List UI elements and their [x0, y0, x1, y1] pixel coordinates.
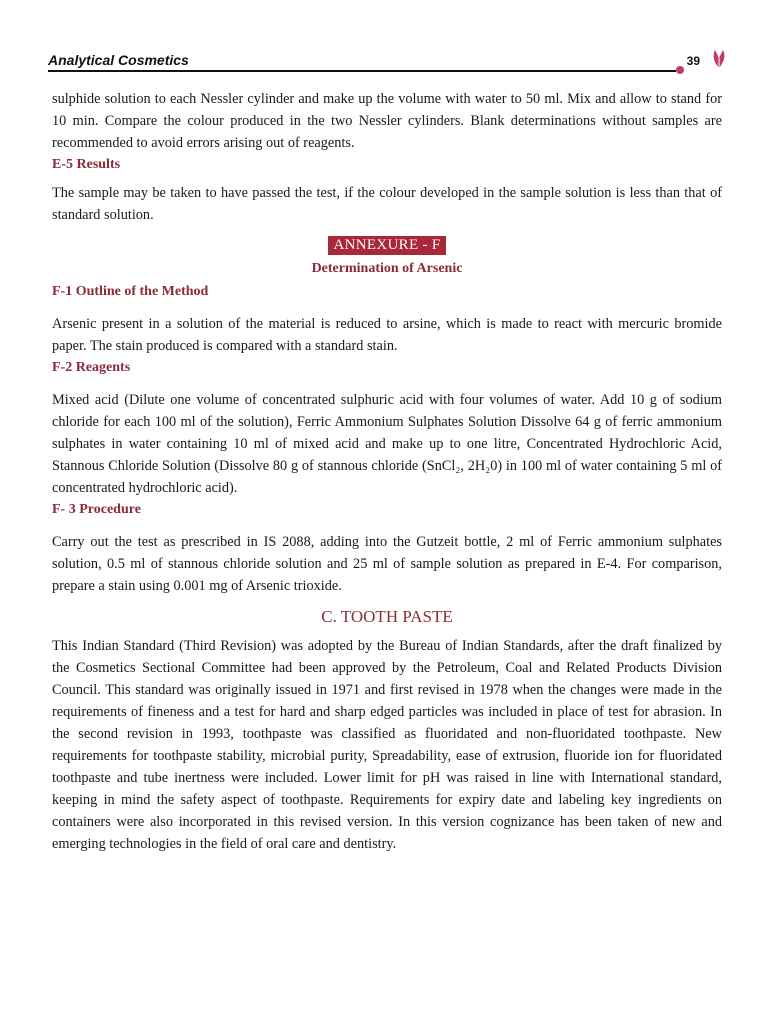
- f2-heading: F-2 Reagents: [52, 360, 131, 375]
- f3-heading: F- 3 Procedure: [52, 502, 141, 517]
- flower-ornament-icon: [710, 46, 728, 70]
- intro-paragraph: sulphide solution to each Nessler cylinder and make up the volume with water to 50 ml. Mix and allow to stand for 10 min. Compare the colour produced in the two Nessler cylinders. Blank determinations without samples are recommended to avoid errors arising out of reagents.: [52, 91, 722, 151]
- f2-paragraph: Mixed acid (Dilute one volume of concentrated sulphuric acid with four volumes of water. Add 10 g of sodium chloride for each 100 ml of the solution), Ferric Ammonium Sulphates Solution Dissolve 64 g of ferric ammonium sulphates in water containing 10 ml of mixed acid and make up to one litre, Concentrated Hydrochloric Acid, Stannous Chloride Solution (Dissolve 80 g of stannous chloride (SnCl₂, 2H₂0) in 100 ml of water containing 5 ml of concentrated hydrochloric acid).: [52, 392, 722, 496]
- page-header: [48, 50, 728, 76]
- header-dot-ornament: [676, 66, 684, 74]
- running-title: Analytical Cosmetics: [48, 52, 189, 68]
- annexure-banner: [52, 236, 722, 255]
- f1-paragraph: Arsenic present in a solution of the material is reduced to arsine, which is made to react with mercuric bromide paper. The stain produced is compared with a standard stain.: [52, 316, 722, 354]
- annexure-label: ANNEXURE - F: [328, 236, 447, 255]
- e5-paragraph: The sample may be taken to have passed the test, if the colour developed in the sample solution is less than that of standard solution.: [52, 185, 722, 223]
- page-content: [52, 88, 722, 855]
- e5-heading: E-5 Results: [52, 157, 121, 172]
- page-number: 39: [686, 54, 700, 68]
- f1-heading: F-1 Outline of the Method: [52, 284, 209, 299]
- header-rule: [48, 70, 676, 72]
- section-c-paragraph: This Indian Standard (Third Revision) was adopted by the Bureau of Indian Standards, after the draft finalized by the Cosmetics Sectional Committee had been approved by the Petroleum, Coal and Related Products Division Council. This standard was originally issued in 1971 and first revised in 1978 when the changes were made in the requirements of fineness and a test for hard and sharp edged particles was included in place of test for abrasion. In the second revision in 1993, toothpaste was classified as fluoridated and non-fluoridated toothpaste. New requirements for toothpaste stability, microbial purity, Spreadability, ease of extrusion, fluoride ion for fluoridated toothpaste and tube inertness were included. Lower limit for pH was raised in line with International standard, keeping in mind the safety aspect of toothpaste. Requirements for expiry date and labeling key ingredients on containers were also incorporated in this revised version. In this version cognizance has been taken of new and emerging technologies in the field of oral care and dentistry.: [52, 638, 722, 852]
- annexure-title: Determination of Arsenic: [311, 261, 463, 276]
- section-c-title: C. TOOTH PASTE: [321, 607, 453, 626]
- f3-paragraph: Carry out the test as prescribed in IS 2088, adding into the Gutzeit bottle, 2 ml of Ferric ammonium sulphates solution, 0.5 ml of stannous chloride solution and 25 ml of sample solution as prepared in E-4. For comparison, prepare a stain using 0.001 mg of Arsenic trioxide.: [52, 534, 722, 594]
